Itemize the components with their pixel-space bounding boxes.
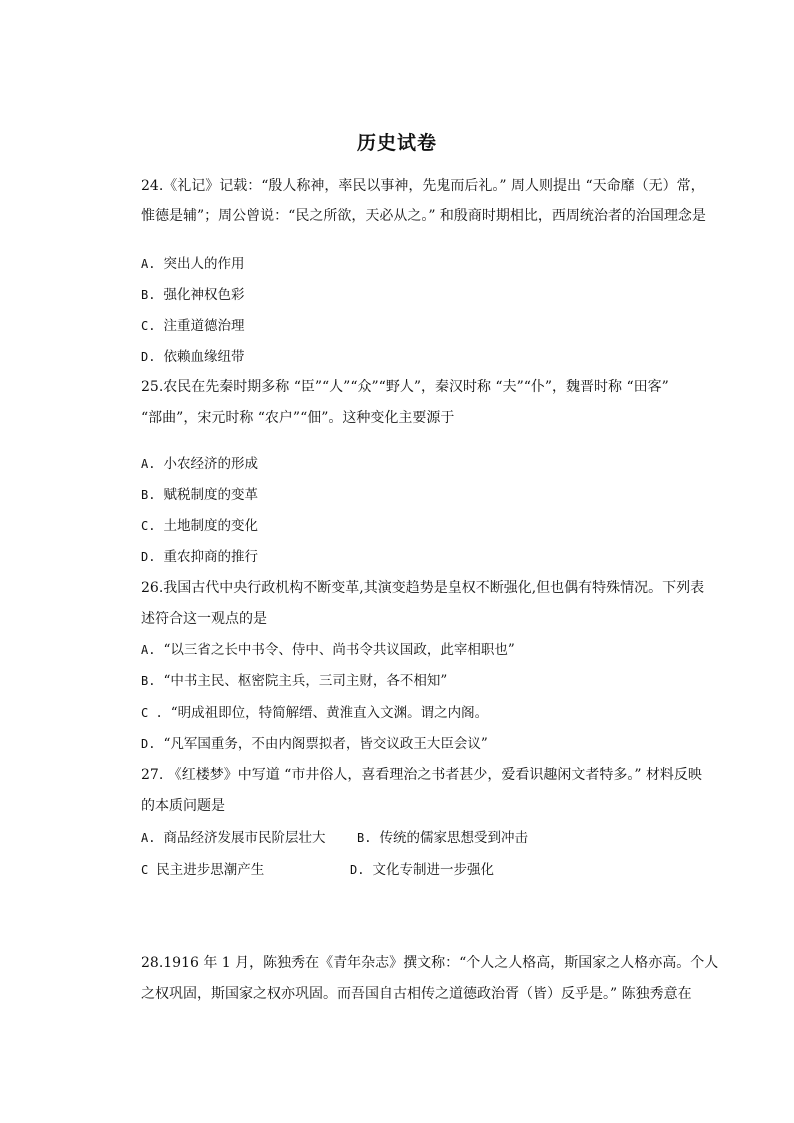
question-28-stem-line2: 之权巩固，斯国家之权亦巩固。而吾国自古相传之道德政治胥（皆）反乎是。” 陈独秀意在 xyxy=(141,986,692,1002)
option-letter: B. xyxy=(357,831,372,845)
option-text: 注重道德治理 xyxy=(163,318,245,334)
option-letter: D. xyxy=(141,737,156,751)
question-24-option-c xyxy=(141,316,244,336)
question-24-option-b xyxy=(141,285,244,305)
option-letter: A. xyxy=(141,643,156,657)
option-letter: C . xyxy=(141,706,163,720)
option-letter: B. xyxy=(141,488,156,502)
question-27-option-d xyxy=(350,860,494,880)
option-letter: A. xyxy=(141,257,156,271)
question-26-stem-line1: 26.我国古代中央行政机构不断变革,其演变趋势是皇权不断强化,但也偶有特殊情况。下列表 xyxy=(141,580,705,596)
question-27-stem-line1: 27. 《红楼梦》中写道 “市井俗人，喜看理治之书者甚少，爱看识趣闲文者特多。” 材料反映 xyxy=(141,767,702,783)
question-24-option-a xyxy=(141,254,244,274)
option-text: 土地制度的变化 xyxy=(163,518,258,534)
option-text: “明成祖即位，特简解缙、黄淮直入文渊。谓之内阁。 xyxy=(170,705,489,721)
option-text: 传统的儒家思想受到冲击 xyxy=(379,830,528,846)
option-text: 重农抑商的推行 xyxy=(163,549,258,565)
question-27-option-b xyxy=(357,828,528,848)
question-27-stem-line2: 的本质问题是 xyxy=(141,798,225,814)
option-letter: D. xyxy=(350,863,365,877)
option-text: 赋税制度的变革 xyxy=(163,487,258,503)
option-text: “以三省之长中书令、侍中、尚书令共议国政，此宰相职也” xyxy=(163,642,515,658)
question-25-option-c xyxy=(141,516,258,536)
option-text: 依赖血缘纽带 xyxy=(163,349,245,365)
option-text: 突出人的作用 xyxy=(163,256,245,272)
question-26-option-b xyxy=(141,671,447,691)
option-letter: D. xyxy=(141,550,156,564)
question-26-option-a xyxy=(141,640,515,660)
option-text: 文化专制进一步强化 xyxy=(372,862,494,878)
option-text: “凡军国重务，不由内阁票拟者，皆交议政王大臣会议” xyxy=(163,736,488,752)
page-title: 历史试卷 xyxy=(356,132,437,154)
option-letter: A. xyxy=(141,831,156,845)
option-text: 商品经济发展市民阶层壮大 xyxy=(163,830,326,846)
question-25-stem-line1: 25.农民在先秦时期多称 “臣”“人”“众”“野人”，秦汉时称 “夫”“仆”，魏晋时称 “田客” xyxy=(141,379,669,395)
question-27-option-c xyxy=(141,860,264,880)
question-25-option-d xyxy=(141,547,258,567)
question-26-stem-line2: 述符合这一观点的是 xyxy=(141,611,267,627)
option-letter: C xyxy=(141,863,149,877)
question-26-option-d xyxy=(141,734,488,754)
option-letter: B. xyxy=(141,674,156,688)
option-text: “中书主民、枢密院主兵，三司主财，各不相知” xyxy=(163,673,448,689)
question-27-option-a xyxy=(141,828,325,848)
question-24-stem-line1: 24.《礼记》记载：“殷人称神，率民以事神，先鬼而后礼。” 周人则提出 “天命靡（无）常， xyxy=(141,178,705,194)
option-letter: C. xyxy=(141,519,156,533)
question-25-stem-line2: “部曲”，宋元时称 “农户”“佃”。这种变化主要源于 xyxy=(141,410,455,426)
option-text: 小农经济的形成 xyxy=(163,456,258,472)
option-letter: A. xyxy=(141,457,156,471)
question-28-stem-line1: 28.1916 年 1 月，陈独秀在《青年杂志》撰文称：“个人之人格高，斯国家之人格亦高。个人 xyxy=(141,955,719,971)
option-text: 民主进步思潮产生 xyxy=(156,862,265,878)
question-24-option-d xyxy=(141,347,244,367)
question-24-stem-line2: 惟德是辅”；周公曾说：“民之所欲，天必从之。” 和殷商时期相比，西周统治者的治国理念是 xyxy=(141,208,706,224)
option-text: 强化神权色彩 xyxy=(163,287,245,303)
option-letter: C. xyxy=(141,319,156,333)
question-25-option-a xyxy=(141,454,258,474)
option-letter: B. xyxy=(141,288,156,302)
question-26-option-c xyxy=(141,703,488,723)
option-letter: D. xyxy=(141,350,156,364)
question-25-option-b xyxy=(141,485,258,505)
